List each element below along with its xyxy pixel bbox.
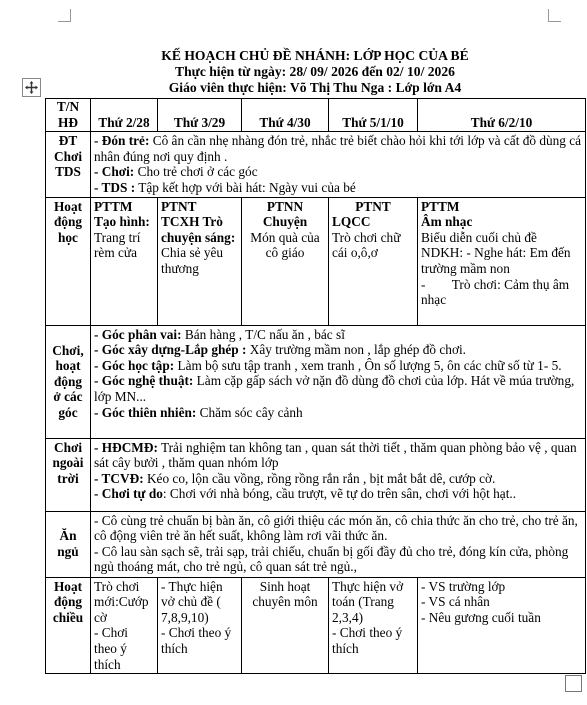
hdh-mon-content: Trang trí rèm cửa bbox=[94, 229, 141, 261]
hdh-wed-subject: PTNN bbox=[266, 198, 304, 214]
chieu-fri-item: - VS cá nhân bbox=[421, 594, 490, 610]
choi-line: - Chơi: Cho trẻ chơi ở các góc bbox=[94, 164, 258, 180]
hdh-fri-content: Biểu diễn cuối chủ đề NDKH: - Nghe hát: Em đến trường mầm non bbox=[421, 229, 571, 276]
weekly-plan-table bbox=[45, 98, 586, 674]
row-label-choi-goc: Chơi, hoạt động ở các góc bbox=[46, 325, 91, 438]
tds-line: - TDS : Tập kết hợp với bài hát: Ngày vui của bé bbox=[94, 179, 356, 195]
chieu-fri-item: - VS trường lớp bbox=[421, 578, 506, 594]
chieu-wed-cell bbox=[242, 577, 329, 674]
document-header bbox=[45, 48, 585, 96]
table-row-hoat-dong-chieu bbox=[46, 577, 586, 674]
column-header-mon: Thứ 2/28 bbox=[91, 99, 158, 132]
chieu-wed-item: Sinh hoạt chuyên môn bbox=[252, 578, 318, 610]
hdh-tue-cell bbox=[158, 197, 242, 325]
page-corner-mark bbox=[58, 9, 71, 22]
hdh-tue-content: Chia sẻ yêu thương bbox=[161, 245, 224, 276]
chieu-thu-item: - Chơi theo ý thích bbox=[332, 625, 403, 656]
ngoai-troi-item: - HĐCMĐ: Trải nghiệm tan không tan , quan sát thời tiết , thăm quan phòng bảo vệ , quan sát cây bưởi , thăm quan nhóm lớp bbox=[94, 439, 577, 471]
don-tre-cell bbox=[91, 132, 586, 197]
hdh-fri-subject: PTTM bbox=[421, 198, 460, 214]
hdh-wed-title: Chuyện bbox=[262, 214, 308, 230]
page-corner-mark bbox=[548, 9, 561, 22]
ngoai-troi-item: - Chơi tự do: Chơi với nhà bóng, cầu trượt, vẽ tự do trên sân, chơi với hột hạt.. bbox=[94, 486, 517, 502]
table-header-row bbox=[46, 99, 586, 132]
table-row-choi-goc bbox=[46, 325, 586, 438]
hdh-tue-subject: PTNT bbox=[161, 198, 197, 214]
don-tre-line: - Đón trẻ: Cô ân cần nhẹ nhàng đón trẻ, nhắc trẻ biết chào hỏi khi tới lớp và cất đồ dùng cá nhân đúng nơi quy định . bbox=[94, 133, 582, 164]
goc-item: - Góc học tập: Làm bộ sưu tập tranh , xem tranh , Ôn số lượng 5, ôn các chữ số từ 1- 5. bbox=[94, 357, 562, 373]
column-header-fri: Thứ 6/2/10 bbox=[418, 99, 586, 132]
column-header-wed: Thứ 4/30 bbox=[242, 99, 329, 132]
an-ngu-line: - Cô cùng trẻ chuẩn bị bàn ăn, cô giới thiệu các món ăn, cô chia thức ăn cho trẻ, cho trẻ ăn, cô động viên trẻ ăn hết suất, không làm rơi vãi thức ăn. bbox=[94, 512, 578, 544]
goc-item: - Góc nghệ thuật: Làm cặp gấp sách vở nặn đồ dùng đồ chơi của lớp. Hát về múa trường, lớp MN... bbox=[94, 373, 575, 404]
row-label-dt-choi-tds: ĐT Chơi TDS bbox=[46, 132, 91, 197]
chieu-thu-item: Thực hiện vở toán (Trang 2,3,4) bbox=[332, 578, 404, 625]
column-header-tn-hd: T/N HĐ bbox=[46, 99, 91, 132]
chieu-thu-cell bbox=[329, 577, 418, 674]
hdh-fri-game: - Trò chơi: Cảm thụ âm nhạc bbox=[421, 276, 573, 308]
table-resize-handle[interactable] bbox=[565, 675, 582, 692]
goc-item: - Góc phân vai: Bán hàng , T/C nấu ăn , bác sĩ bbox=[94, 326, 345, 342]
hdh-fri-title: Âm nhạc bbox=[421, 214, 473, 230]
hdh-thu-subject: PTNT bbox=[355, 198, 391, 214]
move-arrows-icon bbox=[25, 81, 38, 94]
plan-dates: Thực hiện từ ngày: 28/ 09/ 2026 đến 02/ 10/ 2026 bbox=[175, 64, 455, 79]
chieu-fri-cell bbox=[418, 577, 586, 674]
an-ngu-line: - Cô lau sàn sạch sẽ, trải sạp, trải chiếu, chuẩn bị gối đầy đủ cho trẻ, đóng kín cửa, phòng ngủ thoáng mát, cho trẻ ngủ, cô quan sát trẻ ngủ., bbox=[94, 543, 569, 575]
column-header-thu: Thứ 5/1/10 bbox=[329, 99, 418, 132]
table-row-choi-ngoai-troi bbox=[46, 438, 586, 511]
hdh-fri-cell bbox=[418, 197, 586, 325]
choi-goc-cell bbox=[91, 325, 586, 438]
choi-ngoai-troi-cell bbox=[91, 438, 586, 511]
table-row-don-tre bbox=[46, 132, 586, 197]
row-label-an-ngu: Ăn ngủ bbox=[46, 511, 91, 577]
plan-teacher: Giáo viên thực hiện: Võ Thị Thu Nga : Lớp lớn A4 bbox=[168, 80, 462, 95]
chieu-fri-item: - Nêu gương cuối tuần bbox=[421, 609, 541, 625]
hdh-thu-content: Trò chơi chữ cái o,ô,ơ bbox=[332, 229, 401, 261]
hdh-mon-title: Tạo hình: bbox=[94, 214, 150, 230]
hdh-mon-subject: PTTM bbox=[94, 198, 133, 214]
goc-item: - Góc xây dựng-Lắp ghép : Xây trường mầm non , lắp ghép đồ chơi. bbox=[94, 342, 466, 358]
an-ngu-cell bbox=[91, 511, 586, 577]
table-row-an-ngu bbox=[46, 511, 586, 577]
chieu-mon-item: - Chơi theo ý thích bbox=[94, 625, 128, 672]
table-row-hoat-dong-hoc bbox=[46, 197, 586, 325]
row-label-choi-ngoai-troi: Chơi ngoài trời bbox=[46, 438, 91, 511]
table-move-handle-icon[interactable] bbox=[22, 78, 41, 97]
hdh-wed-content: Món quà của cô giáo bbox=[250, 229, 320, 261]
chieu-tue-item: - Thực hiện vở chủ đề ( 7,8,9,10) bbox=[161, 578, 223, 625]
hdh-mon-cell bbox=[91, 197, 158, 325]
chieu-tue-cell bbox=[158, 577, 242, 674]
goc-item: - Góc thiên nhiên: Chăm sóc cây cảnh bbox=[94, 404, 303, 420]
hdh-tue-title: TCXH Trò chuyện sáng: bbox=[161, 214, 236, 245]
chieu-mon-cell bbox=[91, 577, 158, 674]
ngoai-troi-item: - TCVĐ: Kéo co, lộn cầu vồng, rồng rồng rắn rắn , bịt mắt bắt dê, cướp cờ. bbox=[94, 470, 496, 486]
hdh-thu-title: LQCC bbox=[332, 214, 371, 230]
column-header-tue: Thứ 3/29 bbox=[158, 99, 242, 132]
chieu-mon-item: Trò chơi mới:Cướp cờ bbox=[94, 578, 149, 625]
plan-title: KẾ HOẠCH CHỦ ĐỀ NHÁNH: LỚP HỌC CỦA BÉ bbox=[161, 48, 469, 63]
row-label-hoat-dong-hoc: Hoạt động học bbox=[46, 197, 91, 325]
row-label-hoat-dong-chieu: Hoạt động chiều bbox=[46, 577, 91, 674]
hdh-thu-cell bbox=[329, 197, 418, 325]
chieu-tue-item: - Chơi theo ý thích bbox=[161, 625, 232, 656]
hdh-wed-cell bbox=[242, 197, 329, 325]
